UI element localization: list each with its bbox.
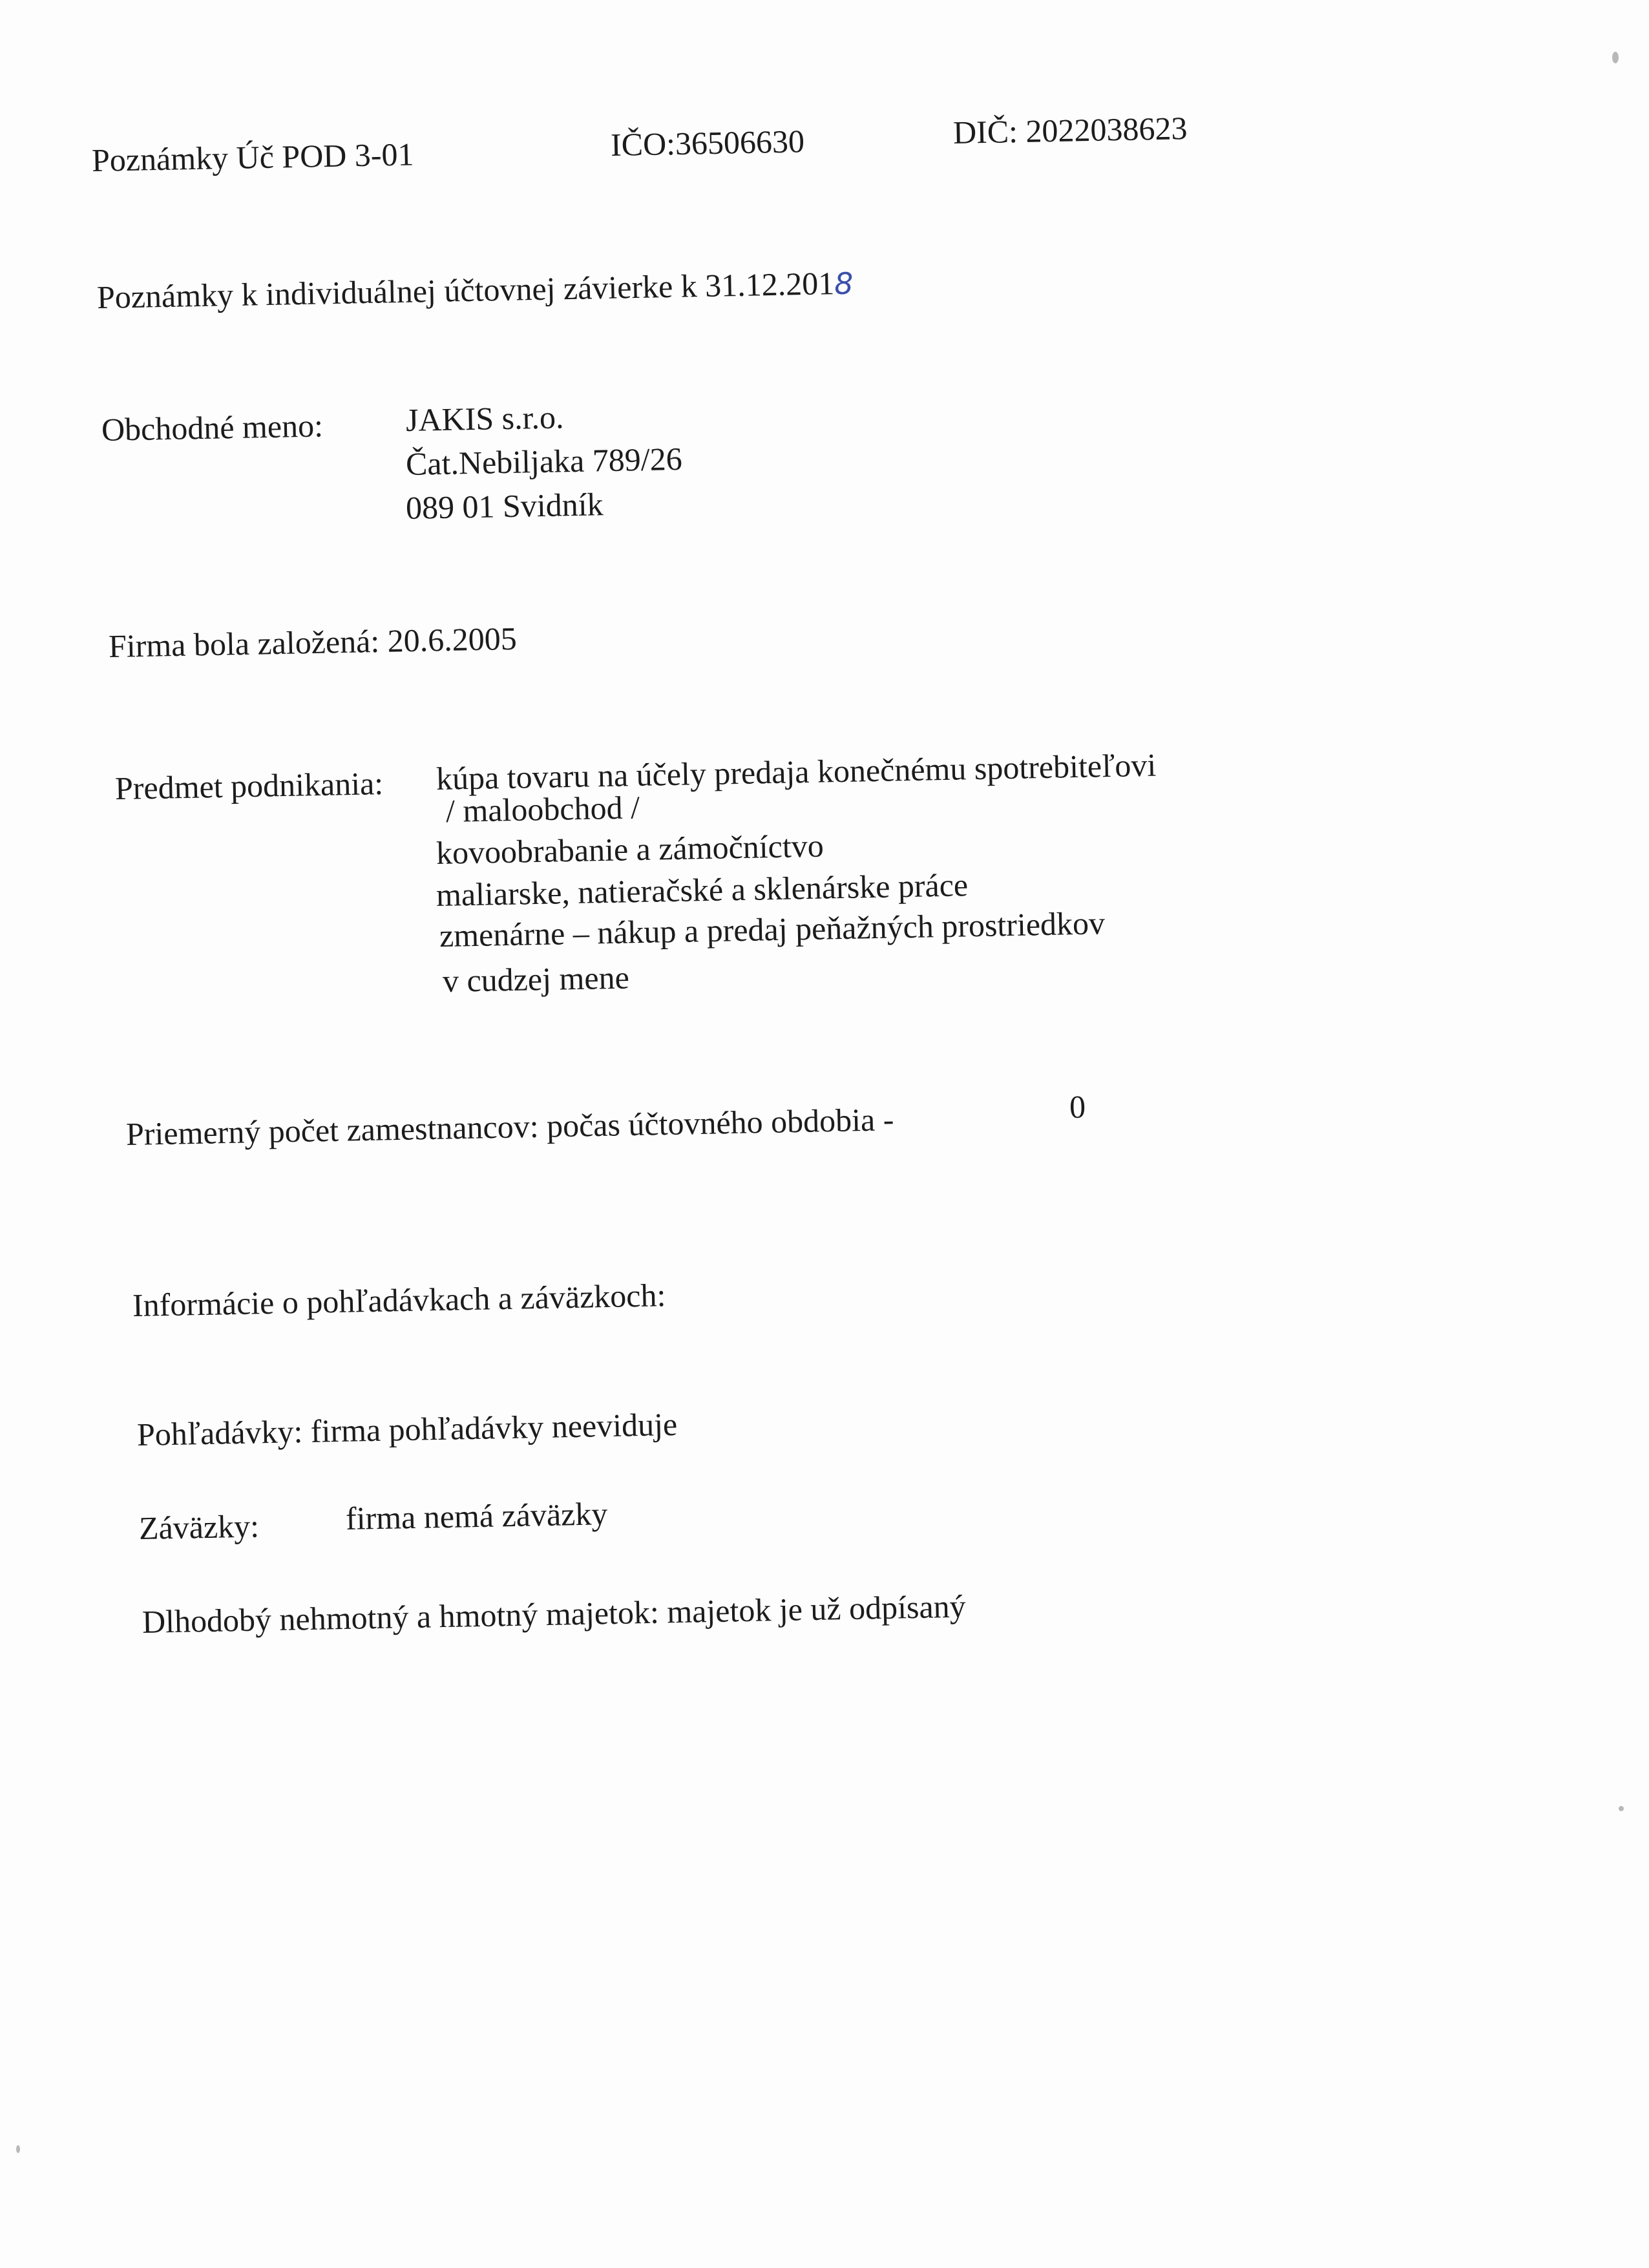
employees-count-label: Priemerný počet zamestnancov: počas účtovného obdobia -	[125, 1101, 894, 1152]
scan-speck	[16, 2145, 20, 2153]
business-item-1: kúpa tovaru na účely predaja konečnému spotrebiteľovi	[436, 746, 1157, 797]
business-item-6: v cudzej mene	[442, 959, 630, 999]
assets-info: Dlhodobý nehmotný a hmotný majetok: majetok je už odpísaný	[142, 1588, 967, 1640]
liabilities-label: Záväzky:	[138, 1507, 260, 1546]
liabilities-value: firma nemá záväzky	[345, 1495, 608, 1537]
business-item-5: zmenárne – nákup a predaj peňažných prostriedkov	[439, 905, 1106, 954]
business-item-2: / maloobchod /	[445, 789, 640, 829]
company-name: JAKIS s.r.o.	[405, 399, 564, 438]
founded-date: Firma bola založená: 20.6.2005	[108, 620, 518, 664]
business-label: Predmet podnikania:	[114, 765, 384, 806]
business-item-3: kovoobrabanie a zámočníctvo	[436, 827, 824, 871]
ico-number: IČO:36506630	[610, 123, 805, 163]
receivables-info: Pohľadávky: firma pohľadávky neeviduje	[136, 1405, 678, 1453]
company-label: Obchodné meno:	[101, 407, 324, 448]
document-heading	[96, 264, 854, 317]
company-street: Čat.Nebiljaka 789/26	[405, 440, 683, 482]
company-city: 089 01 Svidník	[405, 486, 604, 526]
receivables-liabilities-heading: Informácie o pohľadávkach a záväzkoch:	[132, 1277, 666, 1323]
heading-text: Poznámky k individuálnej účtovnej závierke k 31.12.201	[96, 265, 835, 315]
scan-speck	[1619, 1806, 1624, 1811]
employees-count-value: 0	[1069, 1088, 1086, 1125]
document-header-title: Poznámky Úč POD 3-01	[91, 136, 415, 178]
scan-speck	[1612, 52, 1619, 63]
dic-number: DIČ: 2022038623	[952, 110, 1188, 151]
handwritten-year-digit: 8	[834, 266, 854, 302]
business-item-4: maliarske, natieračské a sklenárske práce	[436, 866, 969, 913]
